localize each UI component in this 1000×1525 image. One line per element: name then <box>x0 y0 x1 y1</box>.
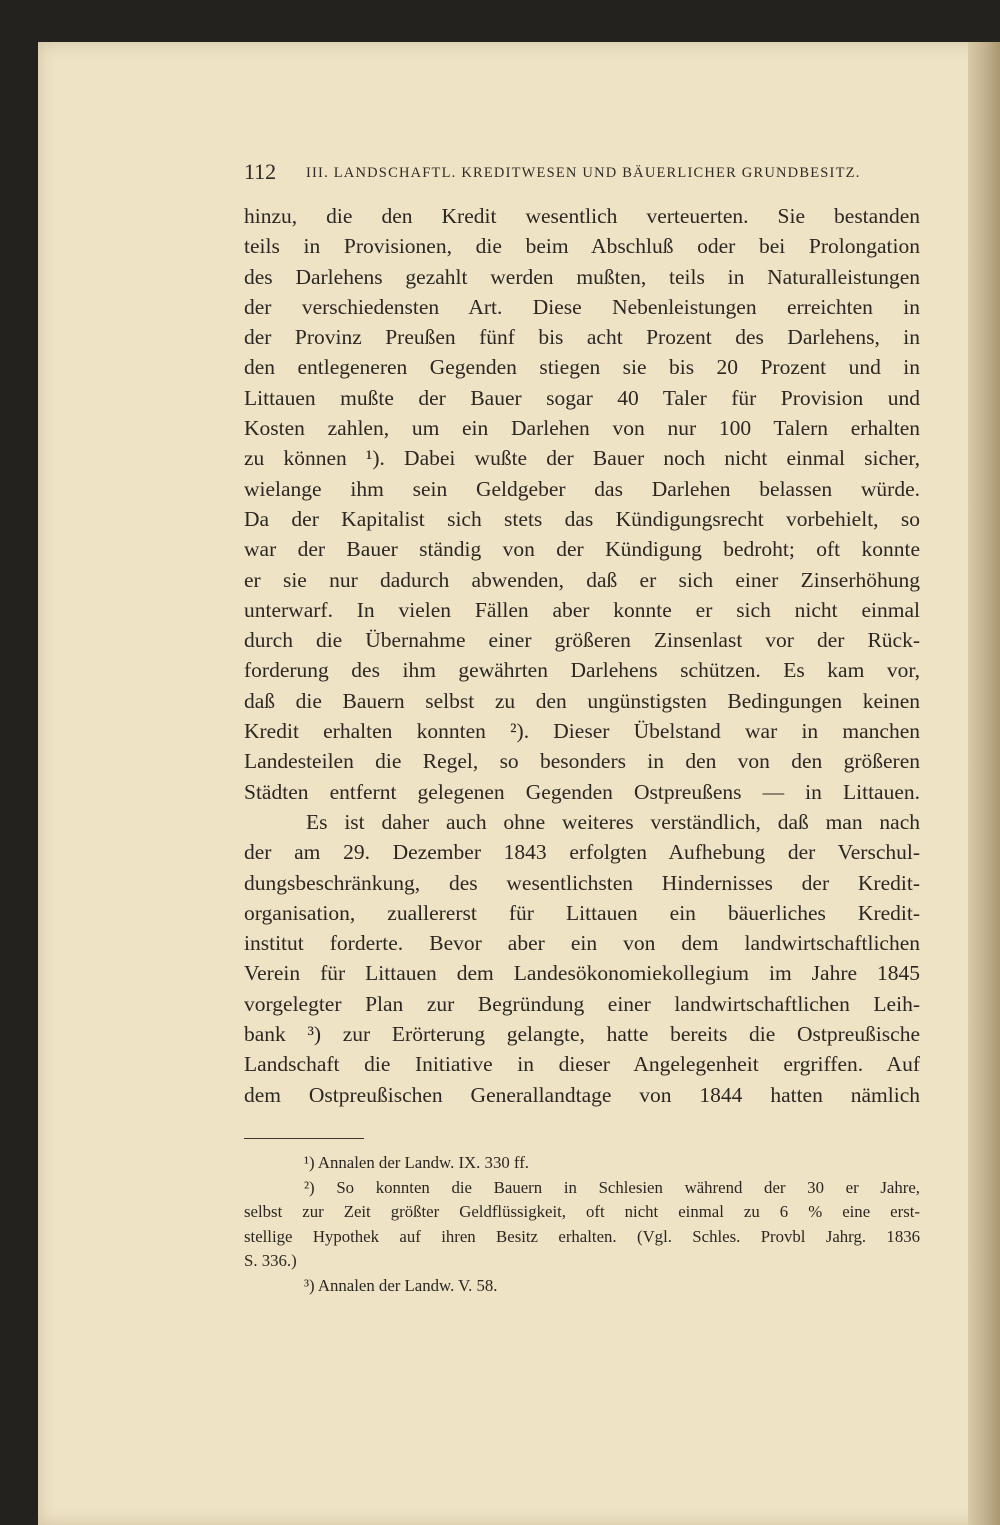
footnote-line: selbst zur Zeit größter Geldflüssigkeit, oft nicht einmal zu 6 % eine erst- <box>244 1202 920 1221</box>
text-line: Es ist daher auch ohne weiteres verständlich, daß man nach <box>306 809 920 834</box>
text-line: Kosten zahlen, um ein Darlehen von nur 100 Talern erhalten <box>244 416 920 441</box>
footnote-line: stellige Hypothek auf ihren Besitz erhalten. (Vgl. Schles. Provbl Jahrg. 1836 <box>244 1226 920 1246</box>
body-text <box>244 201 920 1110</box>
text-line: des Darlehens gezahlt werden mußten, teils in Naturalleistungen <box>244 264 920 289</box>
running-head: III. LANDSCHAFTL. KREDITWESEN UND BÄUERLICHER GRUNDBESITZ. <box>306 165 861 181</box>
text-line: institut forderte. Bevor aber ein von dem landwirtschaftlichen <box>244 931 920 956</box>
text-line: Kredit erhalten konnten ²). Dieser Übelstand war in manchen <box>244 719 920 744</box>
text-line: Städten entfernt gelegenen Gegenden Ostpreußens — in Littauen. <box>244 779 920 804</box>
text-line: hinzu, die den Kredit wesentlich verteuerten. Sie bestanden <box>244 204 920 228</box>
text-line: der am 29. Dezember 1843 erfolgten Aufhebung der Verschul- <box>244 840 920 865</box>
text-line: organisation, zuallererst für Littauen ein bäuerliches Kredit- <box>244 900 920 925</box>
text-line: unterwarf. In vielen Fällen aber konnte er sich nicht einmal <box>244 597 920 622</box>
text-line: daß die Bauern selbst zu den ungünstigsten Bedingungen keinen <box>244 688 920 713</box>
text-line: Verein für Littauen dem Landesökonomiekollegium im Jahre 1845 <box>244 961 920 986</box>
text-line: durch die Übernahme einer größeren Zinsenlast vor der Rück- <box>244 628 920 653</box>
text-line: Littauen mußte der Bauer sogar 40 Taler für Provision und <box>244 385 920 410</box>
footnote-line: S. 336.) <box>244 1251 297 1270</box>
text-line: Landschaft die Initiative in dieser Angelegenheit ergriffen. Auf <box>244 1052 920 1077</box>
text-line: der Provinz Preußen fünf bis acht Prozent des Darlehens, in <box>244 325 920 350</box>
text-line: den entlegeneren Gegenden stiegen sie bis 20 Prozent und in <box>244 355 920 380</box>
footnote-line: ¹) Annalen der Landw. IX. 330 ff. <box>304 1153 529 1172</box>
text-line: war der Bauer ständig von der Kündigung bedroht; oft konnte <box>244 537 920 562</box>
footnotes <box>244 1151 920 1298</box>
text-line: forderung des ihm gewährten Darlehens schützen. Es kam vor, <box>244 658 920 683</box>
text-line: er sie nur dadurch abwenden, daß er sich einer Zinserhöhung <box>244 567 920 592</box>
text-line: teils in Provisionen, die beim Abschluß oder bei Prolongation <box>244 234 920 259</box>
text-line: dungsbeschränkung, des wesentlichsten Hindernisses der Kredit- <box>244 870 920 895</box>
text-line: zu können ¹). Dabei wußte der Bauer noch nicht einmal sicher, <box>244 446 920 471</box>
text-line: dem Ostpreußischen Generallandtage von 1844 hatten nämlich <box>244 1082 920 1107</box>
text-line: Landesteilen die Regel, so besonders in den von den größeren <box>244 749 920 774</box>
page-number: 112 <box>244 159 277 184</box>
footnote-line: ²) So konnten die Bauern in Schlesien während der 30 er Jahre, <box>304 1177 920 1197</box>
text-line: bank ³) zur Erörterung gelangte, hatte bereits die Ostpreußische <box>244 1022 920 1047</box>
page-header <box>244 158 920 188</box>
text-line: der verschiedensten Art. Diese Nebenleistungen erreichten in <box>244 294 920 319</box>
text-line: wielange ihm sein Geldgeber das Darlehen belassen würde. <box>244 476 920 501</box>
page-edge <box>968 42 1000 1525</box>
text-line: vorgelegter Plan zur Begründung einer landwirtschaftlichen Leih- <box>244 991 920 1016</box>
footnote-rule <box>244 1138 364 1139</box>
text-line: Da der Kapitalist sich stets das Kündigungsrecht vorbehielt, so <box>244 506 920 531</box>
footnote-line: ³) Annalen der Landw. V. 58. <box>304 1275 498 1295</box>
